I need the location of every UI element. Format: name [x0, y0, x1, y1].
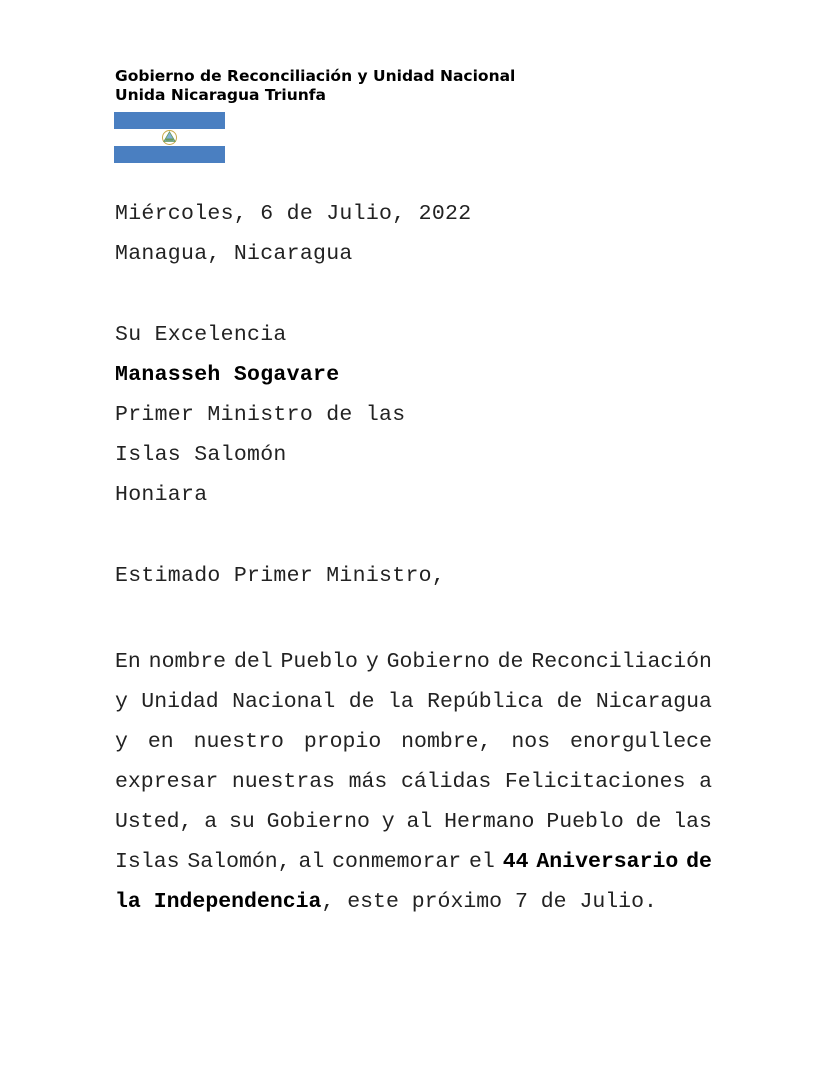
body-line	[115, 682, 712, 722]
body-word: Nicaragua	[595, 690, 712, 714]
body-line	[115, 722, 712, 762]
body-word: cálidas	[400, 770, 492, 794]
body-line	[115, 842, 712, 882]
body-word: Nacional	[232, 690, 336, 714]
letterhead-slogan: Unida Nicaragua Triunfa	[115, 86, 327, 104]
body-word: Reconciliación	[531, 650, 712, 674]
body-word: propio	[303, 730, 382, 754]
letter-place: Managua, Nicaragua	[115, 242, 353, 266]
body-highlight-word: Aniversario	[536, 850, 679, 874]
body-word: de	[635, 810, 662, 834]
recipient-name: Manasseh Sogavare	[115, 363, 340, 387]
body-line	[115, 642, 712, 682]
body-word: enorgullece	[570, 730, 712, 754]
body-word: al	[406, 810, 433, 834]
body-word: Gobierno	[386, 650, 490, 674]
body-word: su	[229, 810, 255, 834]
body-word: Unidad	[141, 690, 219, 714]
body-word: y	[381, 810, 395, 834]
body-word: Pueblo	[546, 810, 624, 834]
body-highlight-independence: la Independencia	[115, 890, 322, 914]
letterhead-government-name: Gobierno de Reconciliación y Unidad Nacional	[115, 67, 516, 85]
body-word: nuestro	[193, 730, 284, 754]
body-word: República	[427, 690, 544, 714]
letter-greeting: Estimado Primer Ministro,	[115, 564, 446, 588]
body-word: nombre,	[401, 730, 492, 754]
body-word: conmemorar	[332, 850, 462, 874]
body-word: expresar	[115, 770, 219, 794]
body-highlight-word: 44	[502, 850, 529, 874]
body-word: del	[233, 650, 273, 674]
letter-date: Miércoles, 6 de Julio, 2022	[115, 202, 472, 226]
body-word: En	[115, 650, 141, 674]
body-word: Felicitaciones	[504, 770, 686, 794]
body-word: Pueblo	[280, 650, 358, 674]
letter-body-paragraph	[115, 642, 712, 922]
body-word: y	[115, 730, 128, 754]
body-word: de	[497, 650, 524, 674]
body-word: y	[365, 650, 379, 674]
body-word: más	[348, 770, 388, 794]
body-word: a	[204, 810, 218, 834]
body-line	[115, 802, 712, 842]
body-word: de	[556, 690, 583, 714]
recipient-position-line1: Primer Ministro de las	[115, 403, 406, 427]
body-line-final	[115, 882, 712, 922]
body-word: Gobierno	[266, 810, 370, 834]
body-word: de	[348, 690, 375, 714]
letterhead	[115, 67, 515, 105]
body-word: el	[469, 850, 495, 874]
body-word: nos	[511, 730, 551, 754]
body-word: Islas	[115, 850, 180, 874]
body-text-closing: , este próximo 7 de Julio.	[321, 890, 657, 914]
body-highlight-word: de	[686, 850, 712, 874]
recipient-city: Honiara	[115, 483, 208, 507]
body-word: las	[673, 810, 712, 834]
body-word: al	[298, 850, 325, 874]
body-word: Salomón,	[187, 850, 291, 874]
body-word: nombre	[148, 650, 227, 674]
body-word: y	[115, 690, 128, 714]
body-word: Usted,	[115, 810, 193, 834]
body-word: a	[699, 770, 712, 794]
body-line	[115, 762, 712, 802]
recipient-title: Su Excelencia	[115, 323, 287, 347]
body-word: la	[387, 690, 414, 714]
body-word: nuestras	[231, 770, 336, 794]
body-word: Hermano	[444, 810, 535, 834]
body-word: en	[147, 730, 174, 754]
nicaragua-flag-icon	[114, 112, 225, 163]
recipient-position-line2: Islas Salomón	[115, 443, 287, 467]
